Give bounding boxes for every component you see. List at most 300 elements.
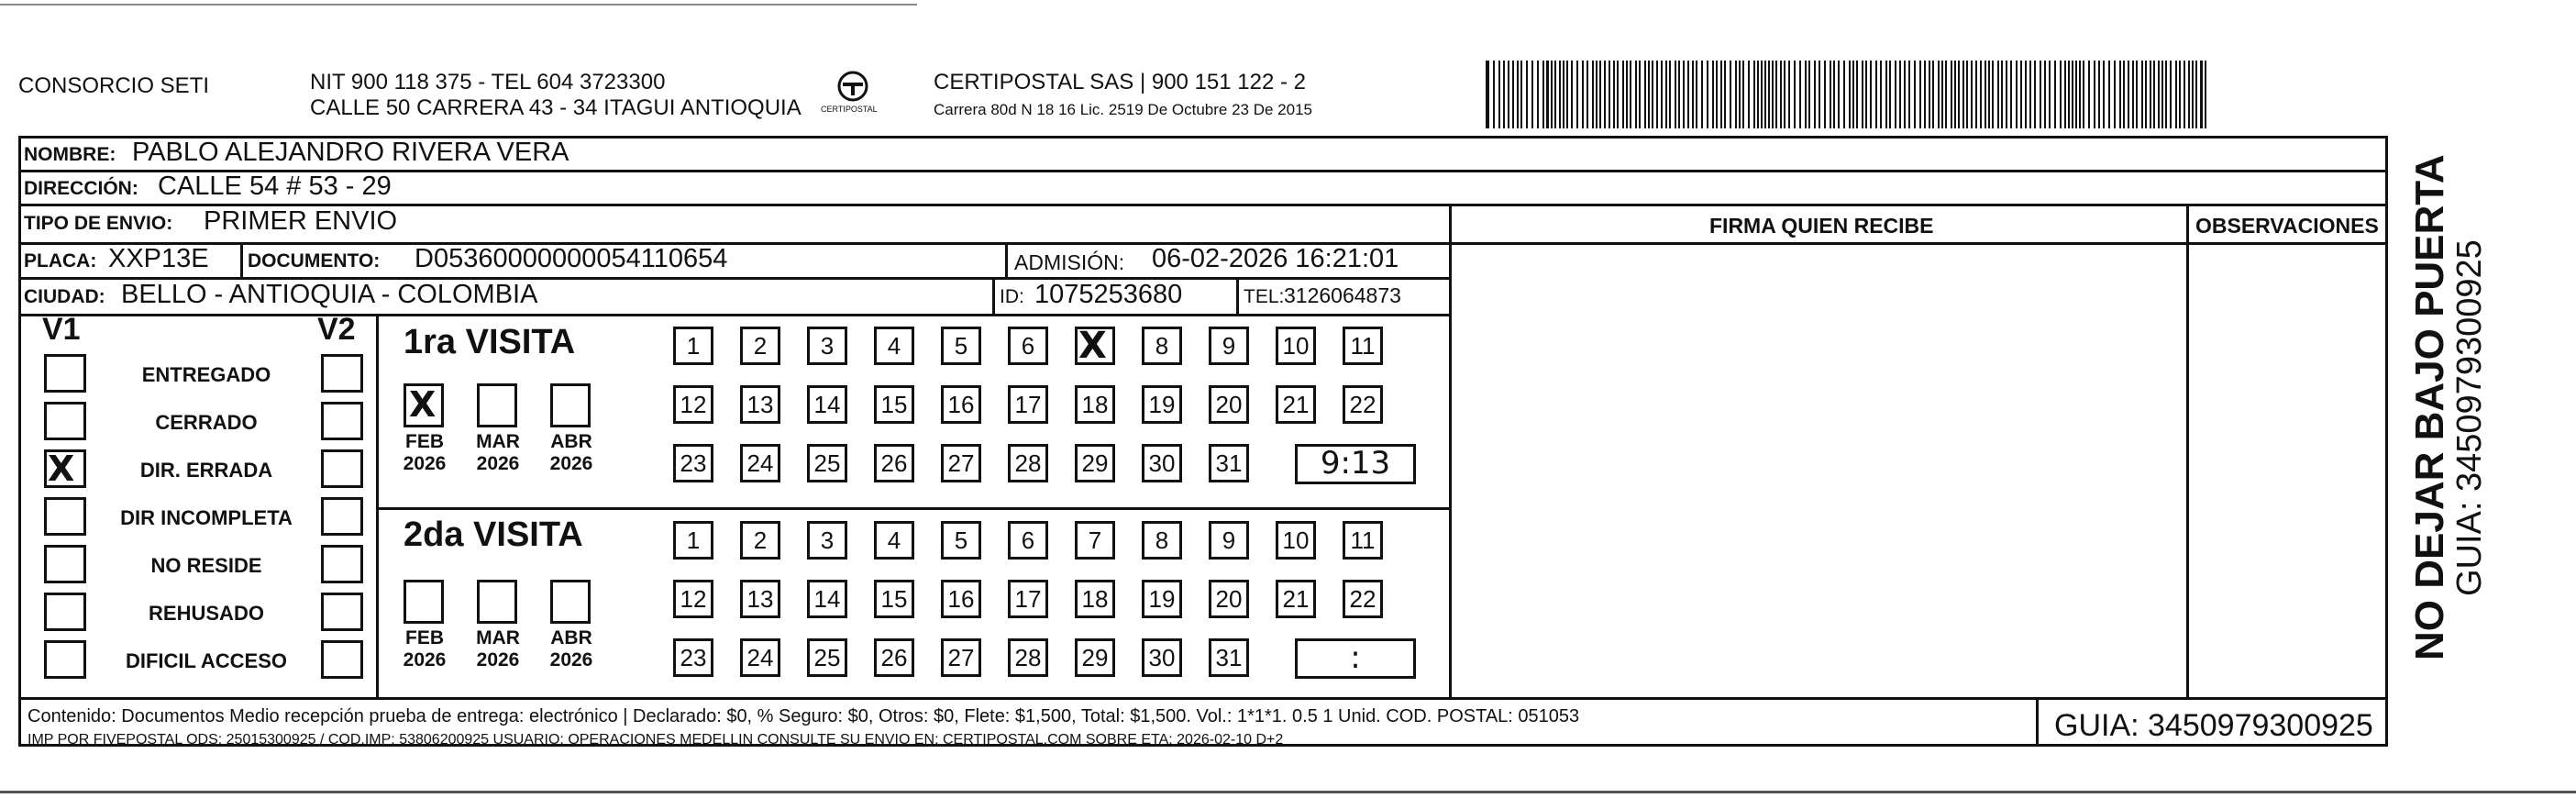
visit2-day-cell[interactable]: 5 bbox=[941, 521, 981, 560]
admision-label: ADMISIÓN: bbox=[1014, 250, 1125, 274]
visit1-month-label: FEB bbox=[405, 431, 444, 452]
barcode-bar bbox=[1630, 61, 1631, 128]
visit1-month-checkbox[interactable] bbox=[477, 383, 517, 427]
barcode-bar bbox=[2054, 61, 2056, 128]
visit2-day-cell[interactable]: 11 bbox=[1343, 521, 1383, 560]
barcode-bar bbox=[2001, 61, 2003, 128]
imp-line: IMP POR FIVEPOSTAL ODS: 25015300925 / COD.IMP: 53806200925 USUARIO: OPERACIONES MEDELLIN CONSULTE SU ENVIO EN: CERTIPOSTAL.COM SOBRE ETA: 2026-02-10 D+2 bbox=[28, 732, 1284, 748]
barcode-bar bbox=[2103, 61, 2105, 128]
visit2-day-cell[interactable]: 7 bbox=[1075, 521, 1115, 560]
barcode-bar bbox=[1780, 61, 1782, 128]
status-label: DIR. ERRADA bbox=[139, 459, 273, 482]
nit-line: NIT 900 118 375 - TEL 604 3723300 bbox=[310, 70, 666, 94]
barcode-bar bbox=[1520, 61, 1522, 128]
id-divider bbox=[992, 277, 995, 316]
barcode-bar bbox=[1576, 61, 1578, 128]
barcode-bar bbox=[1599, 61, 1601, 128]
barcode-bar bbox=[1932, 61, 1934, 128]
barcode-bar bbox=[2025, 61, 2027, 128]
visit2-day-cell[interactable]: 1 bbox=[673, 521, 713, 560]
barcode-bar bbox=[1696, 61, 1697, 128]
barcode-bar bbox=[2068, 61, 2070, 128]
barcode-bar bbox=[1870, 61, 1872, 128]
visit2-title: 2da VISITA bbox=[404, 515, 583, 554]
barcode-bar bbox=[1493, 61, 1495, 128]
documento-label: DOCUMENTO: bbox=[248, 250, 381, 272]
visit1-day-cell[interactable]: 28 bbox=[1008, 444, 1048, 482]
visit1-day-cell[interactable]: 6 bbox=[1008, 327, 1048, 365]
visit2-day-cell[interactable]: 13 bbox=[740, 580, 780, 618]
visit2-day-cell[interactable]: 27 bbox=[941, 638, 981, 677]
barcode-bar bbox=[2128, 61, 2129, 128]
barcode-bar bbox=[1764, 61, 1766, 128]
barcode-bar bbox=[1661, 61, 1663, 128]
barcode-bar bbox=[1730, 61, 1731, 128]
barcode-bar bbox=[2034, 61, 2036, 128]
barcode-bar bbox=[1843, 61, 1845, 128]
visit1-month-checkbox[interactable] bbox=[550, 383, 591, 427]
observaciones-header: OBSERVACIONES bbox=[2195, 214, 2379, 238]
barcode-bar bbox=[1808, 61, 1810, 128]
barcode-bar bbox=[1880, 61, 1882, 128]
v1-checkbox[interactable] bbox=[44, 545, 86, 583]
visit1-day-cell[interactable]: 23 bbox=[673, 444, 713, 482]
status-label: ENTREGADO bbox=[141, 363, 271, 386]
visit1-month-mark: X bbox=[409, 384, 437, 425]
obs-col-left bbox=[2186, 206, 2189, 700]
visit2-month-label: FEB bbox=[405, 627, 444, 648]
visit2-day-cell[interactable]: 15 bbox=[874, 580, 914, 618]
barcode-bar bbox=[1895, 61, 1896, 128]
row-divider-6 bbox=[18, 697, 2388, 700]
company-name: CONSORCIO SETI bbox=[18, 73, 210, 98]
visit2-day-cell[interactable]: 16 bbox=[941, 580, 981, 618]
barcode-bar bbox=[2145, 61, 2147, 128]
barcode-bar bbox=[1512, 61, 1514, 128]
barcode-bar bbox=[1862, 61, 1863, 128]
barcode-bar bbox=[2123, 61, 2125, 128]
v2-checkbox[interactable] bbox=[321, 354, 363, 393]
id-value: 1075253680 bbox=[1034, 280, 1183, 309]
visit1-day-cell[interactable]: 30 bbox=[1142, 444, 1182, 482]
footer-guia: GUIA: 3450979300925 bbox=[2054, 708, 2373, 743]
barcode-bar bbox=[1712, 61, 1714, 128]
license-line: Carrera 80d N 18 16 Lic. 2519 De Octubre 23 De 2015 bbox=[934, 101, 1312, 118]
visit1-year-label: 2026 bbox=[403, 453, 447, 474]
barcode-bar bbox=[2184, 61, 2185, 128]
barcode-bar bbox=[1757, 61, 1759, 128]
status-label: DIR INCOMPLETA bbox=[120, 506, 293, 529]
barcode-bar bbox=[2088, 61, 2090, 128]
barcode-bar bbox=[1914, 61, 1916, 128]
barcode-bar bbox=[1962, 61, 1964, 128]
placa-divider bbox=[240, 242, 243, 279]
barcode-bar bbox=[2195, 61, 2197, 128]
v1-checkbox[interactable] bbox=[44, 497, 86, 536]
visit2-day-cell[interactable]: 9 bbox=[1209, 521, 1249, 560]
barcode-bar bbox=[1742, 61, 1744, 128]
barcode-bar bbox=[1503, 61, 1505, 128]
v1-label: V1 bbox=[42, 312, 81, 347]
visit2-year-label: 2026 bbox=[476, 649, 520, 671]
barcode-bar bbox=[1951, 61, 1952, 128]
barcode-bar bbox=[2165, 61, 2167, 128]
barcode-bar bbox=[1596, 61, 1598, 128]
v2-checkbox[interactable] bbox=[321, 449, 363, 488]
barcode-bar bbox=[2075, 61, 2077, 128]
barcode-bar bbox=[2049, 61, 2051, 128]
visit1-title: 1ra VISITA bbox=[404, 323, 576, 361]
barcode-bar bbox=[1833, 61, 1835, 128]
visit1-day-cell[interactable]: 12 bbox=[673, 385, 713, 424]
barcode-bar bbox=[1604, 61, 1606, 128]
visit1-day-cell[interactable]: 31 bbox=[1209, 444, 1249, 482]
barcode-bar bbox=[2029, 61, 2031, 128]
barcode-bar bbox=[1571, 61, 1573, 128]
barcode-bar bbox=[2098, 61, 2100, 128]
side-warning: NO DEJAR BAJO PUERTA bbox=[2407, 154, 2452, 660]
barcode-bar bbox=[1587, 61, 1588, 128]
barcode-bar bbox=[1997, 61, 1999, 128]
barcode-bar bbox=[1665, 61, 1667, 128]
tel-divider bbox=[1236, 277, 1239, 316]
visit2-month-checkbox[interactable] bbox=[550, 580, 591, 624]
barcode-bar bbox=[1626, 61, 1628, 128]
visit1-day-cell[interactable]: 13 bbox=[740, 385, 780, 424]
v1-checkbox[interactable] bbox=[44, 640, 86, 679]
barcode-bar bbox=[2044, 61, 2046, 128]
visit2-day-cell[interactable]: 24 bbox=[740, 638, 780, 677]
v2-checkbox[interactable] bbox=[321, 402, 363, 440]
nombre-value: PABLO ALEJANDRO RIVERA VERA bbox=[132, 138, 569, 167]
visit1-year-label: 2026 bbox=[549, 453, 593, 474]
barcode-bar bbox=[1945, 61, 1947, 128]
barcode-bar bbox=[1687, 61, 1689, 128]
visit1-time-value: 9:13 bbox=[1320, 445, 1391, 482]
visit1-day-cell[interactable]: 22 bbox=[1343, 385, 1383, 424]
visit1-day-cell[interactable]: 2 bbox=[740, 327, 780, 365]
barcode-bar bbox=[1985, 61, 1986, 128]
v1-check-mark: X bbox=[48, 449, 75, 489]
direccion-value: CALLE 54 # 53 - 29 bbox=[158, 172, 392, 201]
barcode-bar bbox=[1768, 61, 1770, 128]
barcode-bar bbox=[1830, 61, 1831, 128]
barcode-bar bbox=[1772, 61, 1774, 128]
guia-footer-divider bbox=[2036, 699, 2039, 747]
firma-header: FIRMA QUIEN RECIBE bbox=[1709, 214, 1934, 238]
barcode-bar bbox=[1546, 61, 1549, 128]
barcode-bar bbox=[1566, 61, 1568, 128]
status-label: REHUSADO bbox=[149, 602, 264, 625]
barcode-bar bbox=[1563, 61, 1564, 128]
visit1-day-cell[interactable]: 19 bbox=[1142, 385, 1182, 424]
barcode-bar bbox=[2094, 61, 2095, 128]
barcode-bar bbox=[1559, 61, 1561, 128]
barcode-bar bbox=[1609, 61, 1610, 128]
visit2-year-label: 2026 bbox=[403, 649, 447, 671]
barcode-bar bbox=[1788, 61, 1790, 128]
barcode-bar bbox=[2136, 61, 2138, 128]
visit2-day-cell[interactable]: 3 bbox=[807, 521, 847, 560]
barcode-bar bbox=[1980, 61, 1982, 128]
visit2-day-cell[interactable]: 22 bbox=[1343, 580, 1383, 618]
visit2-day-cell[interactable]: 8 bbox=[1142, 521, 1182, 560]
barcode-bar bbox=[1716, 61, 1718, 128]
barcode-bar bbox=[1526, 61, 1528, 128]
status-divider bbox=[376, 314, 379, 699]
visit2-month-label: ABR bbox=[550, 627, 592, 648]
barcode-bar bbox=[1856, 61, 1858, 128]
barcode-bar bbox=[2016, 61, 2018, 128]
barcode-bar bbox=[1508, 61, 1509, 128]
barcode-bar bbox=[2060, 61, 2062, 128]
barcode-bar bbox=[2114, 61, 2116, 128]
logo-text: CERTIPOSTAL bbox=[821, 105, 878, 114]
visit2-year-label: 2026 bbox=[549, 649, 593, 671]
visit2-month-label: MAR bbox=[476, 627, 520, 648]
barcode-bar bbox=[1941, 61, 1943, 128]
nombre-label: NOMBRE: bbox=[24, 144, 116, 165]
barcode-bar bbox=[1904, 61, 1906, 128]
barcode-bar bbox=[2072, 61, 2073, 128]
barcode-bar bbox=[2175, 61, 2177, 128]
visit2-day-cell[interactable]: 31 bbox=[1209, 638, 1249, 677]
status-label: DIFICIL ACCESO bbox=[125, 649, 287, 672]
v1-checkbox[interactable] bbox=[44, 593, 86, 631]
visit2-day-cell[interactable]: 14 bbox=[807, 580, 847, 618]
visit1-month-label: MAR bbox=[476, 431, 520, 452]
visit2-day-cell[interactable]: 17 bbox=[1008, 580, 1048, 618]
barcode-bar bbox=[2020, 61, 2022, 128]
visit2-day-cell[interactable]: 12 bbox=[673, 580, 713, 618]
barcode-bar bbox=[2179, 61, 2181, 128]
barcode-bar bbox=[1498, 61, 1500, 128]
barcode-bar bbox=[1919, 61, 1921, 128]
visit1-day-cell[interactable]: 10 bbox=[1276, 327, 1316, 365]
barcode-bar bbox=[1794, 61, 1796, 128]
barcode-bar bbox=[1675, 61, 1676, 128]
visit2-day-cell[interactable]: 2 bbox=[740, 521, 780, 560]
v2-checkbox[interactable] bbox=[321, 497, 363, 536]
barcode-bar bbox=[1865, 61, 1867, 128]
barcode-bar bbox=[1707, 61, 1708, 128]
visit1-day-cell[interactable]: 27 bbox=[941, 444, 981, 482]
barcode-bar bbox=[1875, 61, 1877, 128]
barcode-bar bbox=[1885, 61, 1887, 128]
barcode-bar bbox=[1531, 61, 1533, 128]
barcode-bar bbox=[1486, 61, 1489, 128]
barcode-bar bbox=[2205, 61, 2206, 128]
barcode-bar bbox=[1929, 61, 1930, 128]
direccion-label: DIRECCIÓN: bbox=[24, 178, 138, 199]
v2-checkbox[interactable] bbox=[321, 593, 363, 631]
visit2-month-checkbox[interactable] bbox=[404, 580, 444, 624]
barcode-bar bbox=[1753, 61, 1755, 128]
visit2-day-cell[interactable]: 26 bbox=[874, 638, 914, 677]
barcode-bar bbox=[1669, 61, 1671, 128]
visit2-day-cell[interactable]: 6 bbox=[1008, 521, 1048, 560]
barcode-bar bbox=[1517, 61, 1519, 128]
visit2-month-checkbox[interactable] bbox=[477, 580, 517, 624]
v1-checkbox[interactable] bbox=[44, 402, 86, 440]
visit-divider bbox=[376, 507, 1451, 510]
side-guia: GUIA: 3450979300925 bbox=[2450, 239, 2489, 596]
top-edge-line bbox=[0, 4, 917, 6]
barcode-bar bbox=[1761, 61, 1763, 128]
barcode-bar bbox=[1724, 61, 1726, 128]
barcode-bar bbox=[1838, 61, 1840, 128]
barcode-bar bbox=[2192, 61, 2194, 128]
barcode-bar bbox=[1889, 61, 1891, 128]
barcode-bar bbox=[1852, 61, 1854, 128]
barcode-bar bbox=[2170, 61, 2172, 128]
visit2-day-cell[interactable]: 23 bbox=[673, 638, 713, 677]
barcode-bar bbox=[1648, 61, 1650, 128]
barcode-bar bbox=[2119, 61, 2121, 128]
barcode-bar bbox=[2040, 61, 2041, 128]
visit1-day-cell[interactable]: 24 bbox=[740, 444, 780, 482]
visit1-day-cell[interactable]: 8 bbox=[1142, 327, 1182, 365]
barcode-bar bbox=[1582, 61, 1584, 128]
barcode-bar bbox=[1799, 61, 1801, 128]
barcode-bar bbox=[1613, 61, 1615, 128]
barcode-bar bbox=[1639, 61, 1641, 128]
barcode-bar bbox=[1622, 61, 1624, 128]
barcode-bar bbox=[1819, 61, 1820, 128]
visit1-month-label: ABR bbox=[550, 431, 592, 452]
barcode-bar bbox=[1899, 61, 1901, 128]
v2-checkbox[interactable] bbox=[321, 545, 363, 583]
barcode-bar bbox=[1739, 61, 1741, 128]
barcode-bar bbox=[2083, 61, 2084, 128]
barcode-bar bbox=[1692, 61, 1694, 128]
visit1-day-mark: X bbox=[1078, 325, 1107, 367]
v1-checkbox[interactable] bbox=[44, 354, 86, 393]
firma-col-left bbox=[1449, 206, 1452, 700]
barcode-bar bbox=[1975, 61, 1977, 128]
certipostal-line: CERTIPOSTAL SAS | 900 151 122 - 2 bbox=[934, 70, 1306, 94]
v2-checkbox[interactable] bbox=[321, 640, 363, 679]
visit1-day-cell[interactable]: 25 bbox=[807, 444, 847, 482]
status-label: CERRADO bbox=[155, 411, 258, 434]
visit1-day-cell[interactable]: 3 bbox=[807, 327, 847, 365]
visit1-day-cell[interactable]: 20 bbox=[1209, 385, 1249, 424]
contenido-line: Contenido: Documentos Medio recepción prueba de entrega: electrónico | Declarado: $0, % Seguro: $0, Otros: $0, Flete: $1,500, Total: $1,500. Vol.: 1*1*1. 0.5 1 Unid. COD. POSTAL: 051053 bbox=[28, 706, 1580, 726]
visit1-day-cell[interactable]: 29 bbox=[1075, 444, 1115, 482]
firma-header-bottom bbox=[1449, 242, 2388, 245]
barcode-bar bbox=[1635, 61, 1637, 128]
admision-value: 06-02-2026 16:21:01 bbox=[1152, 244, 1399, 273]
visit1-day-cell[interactable]: 11 bbox=[1343, 327, 1383, 365]
barcode-bar bbox=[1537, 61, 1539, 128]
bottom-edge-line bbox=[0, 791, 2576, 793]
tipo-value: PRIMER ENVIO bbox=[204, 206, 398, 236]
barcode-bar bbox=[2141, 61, 2143, 128]
barcode-bar bbox=[2064, 61, 2066, 128]
barcode-bar bbox=[1992, 61, 1994, 128]
placa-label: PLACA: bbox=[24, 250, 97, 272]
barcode-bar bbox=[2150, 61, 2151, 128]
visit1-day-cell[interactable]: 4 bbox=[874, 327, 914, 365]
barcode-bar bbox=[2108, 61, 2110, 128]
barcode-bar bbox=[2132, 61, 2134, 128]
barcode-bar bbox=[1775, 61, 1777, 128]
visit2-day-cell[interactable]: 29 bbox=[1075, 638, 1115, 677]
barcode-bar bbox=[1656, 61, 1658, 128]
barcode-bar bbox=[1617, 61, 1619, 128]
barcode-bar bbox=[1554, 61, 1556, 128]
visit2-day-cell[interactable]: 25 bbox=[807, 638, 847, 677]
v2-label: V2 bbox=[317, 312, 356, 347]
visit1-day-cell[interactable]: 5 bbox=[941, 327, 981, 365]
barcode-bar bbox=[1966, 61, 1968, 128]
tel-value: 3126064873 bbox=[1284, 283, 1401, 307]
barcode-bar bbox=[1954, 61, 1956, 128]
barcode-bar bbox=[1701, 61, 1703, 128]
visit1-day-cell[interactable]: 16 bbox=[941, 385, 981, 424]
barcode-bar bbox=[2006, 61, 2007, 128]
visit2-day-cell[interactable]: 18 bbox=[1075, 580, 1115, 618]
visit1-year-label: 2026 bbox=[476, 453, 520, 474]
barcode-bar bbox=[1748, 61, 1750, 128]
visit2-day-cell[interactable]: 10 bbox=[1276, 521, 1316, 560]
barcode-bar bbox=[1678, 61, 1680, 128]
certipostal-logo bbox=[821, 68, 885, 123]
ciudad-label: CIUDAD: bbox=[24, 286, 105, 307]
barcode-bar bbox=[1824, 61, 1826, 128]
visit1-day-cell[interactable]: 1 bbox=[673, 327, 713, 365]
barcode-bar bbox=[1958, 61, 1960, 128]
visit1-day-cell[interactable]: 15 bbox=[874, 385, 914, 424]
barcode-bar bbox=[1683, 61, 1685, 128]
barcode-bar bbox=[1908, 61, 1910, 128]
visit2-day-cell[interactable]: 28 bbox=[1008, 638, 1048, 677]
barcode-bar bbox=[1814, 61, 1816, 128]
barcode-bar bbox=[1805, 61, 1807, 128]
visit2-day-cell[interactable]: 4 bbox=[874, 521, 914, 560]
visit2-day-cell[interactable]: 20 bbox=[1209, 580, 1249, 618]
barcode-bar bbox=[1784, 61, 1786, 128]
barcode-bar bbox=[2161, 61, 2163, 128]
visit1-day-cell[interactable]: 18 bbox=[1075, 385, 1115, 424]
tel-label: TEL: bbox=[1244, 286, 1285, 307]
barcode bbox=[1486, 61, 2210, 128]
visit1-day-cell[interactable]: 26 bbox=[874, 444, 914, 482]
visit1-day-cell[interactable]: 21 bbox=[1276, 385, 1316, 424]
barcode-bar bbox=[1551, 61, 1553, 128]
barcode-bar bbox=[1644, 61, 1646, 128]
barcode-bar bbox=[1735, 61, 1737, 128]
barcode-bar bbox=[1720, 61, 1722, 128]
ciudad-value: BELLO - ANTIOQUIA - COLOMBIA bbox=[121, 280, 538, 309]
visit1-day-cell[interactable]: 14 bbox=[807, 385, 847, 424]
visit1-day-cell[interactable]: 17 bbox=[1008, 385, 1048, 424]
visit1-day-cell[interactable]: 9 bbox=[1209, 327, 1249, 365]
barcode-bar bbox=[1542, 61, 1544, 128]
barcode-bar bbox=[2200, 61, 2203, 128]
barcode-bar bbox=[2188, 61, 2190, 128]
barcode-bar bbox=[1988, 61, 1990, 128]
documento-value: D05360000000054110654 bbox=[415, 244, 728, 273]
visit2-day-cell[interactable]: 30 bbox=[1142, 638, 1182, 677]
tipo-label: TIPO DE ENVIO: bbox=[24, 213, 173, 234]
visit2-day-cell[interactable]: 21 bbox=[1276, 580, 1316, 618]
barcode-bar bbox=[2158, 61, 2160, 128]
visit2-day-cell[interactable]: 19 bbox=[1142, 580, 1182, 618]
barcode-bar bbox=[2079, 61, 2081, 128]
barcode-bar bbox=[2153, 61, 2155, 128]
id-label: ID: bbox=[1000, 286, 1024, 307]
